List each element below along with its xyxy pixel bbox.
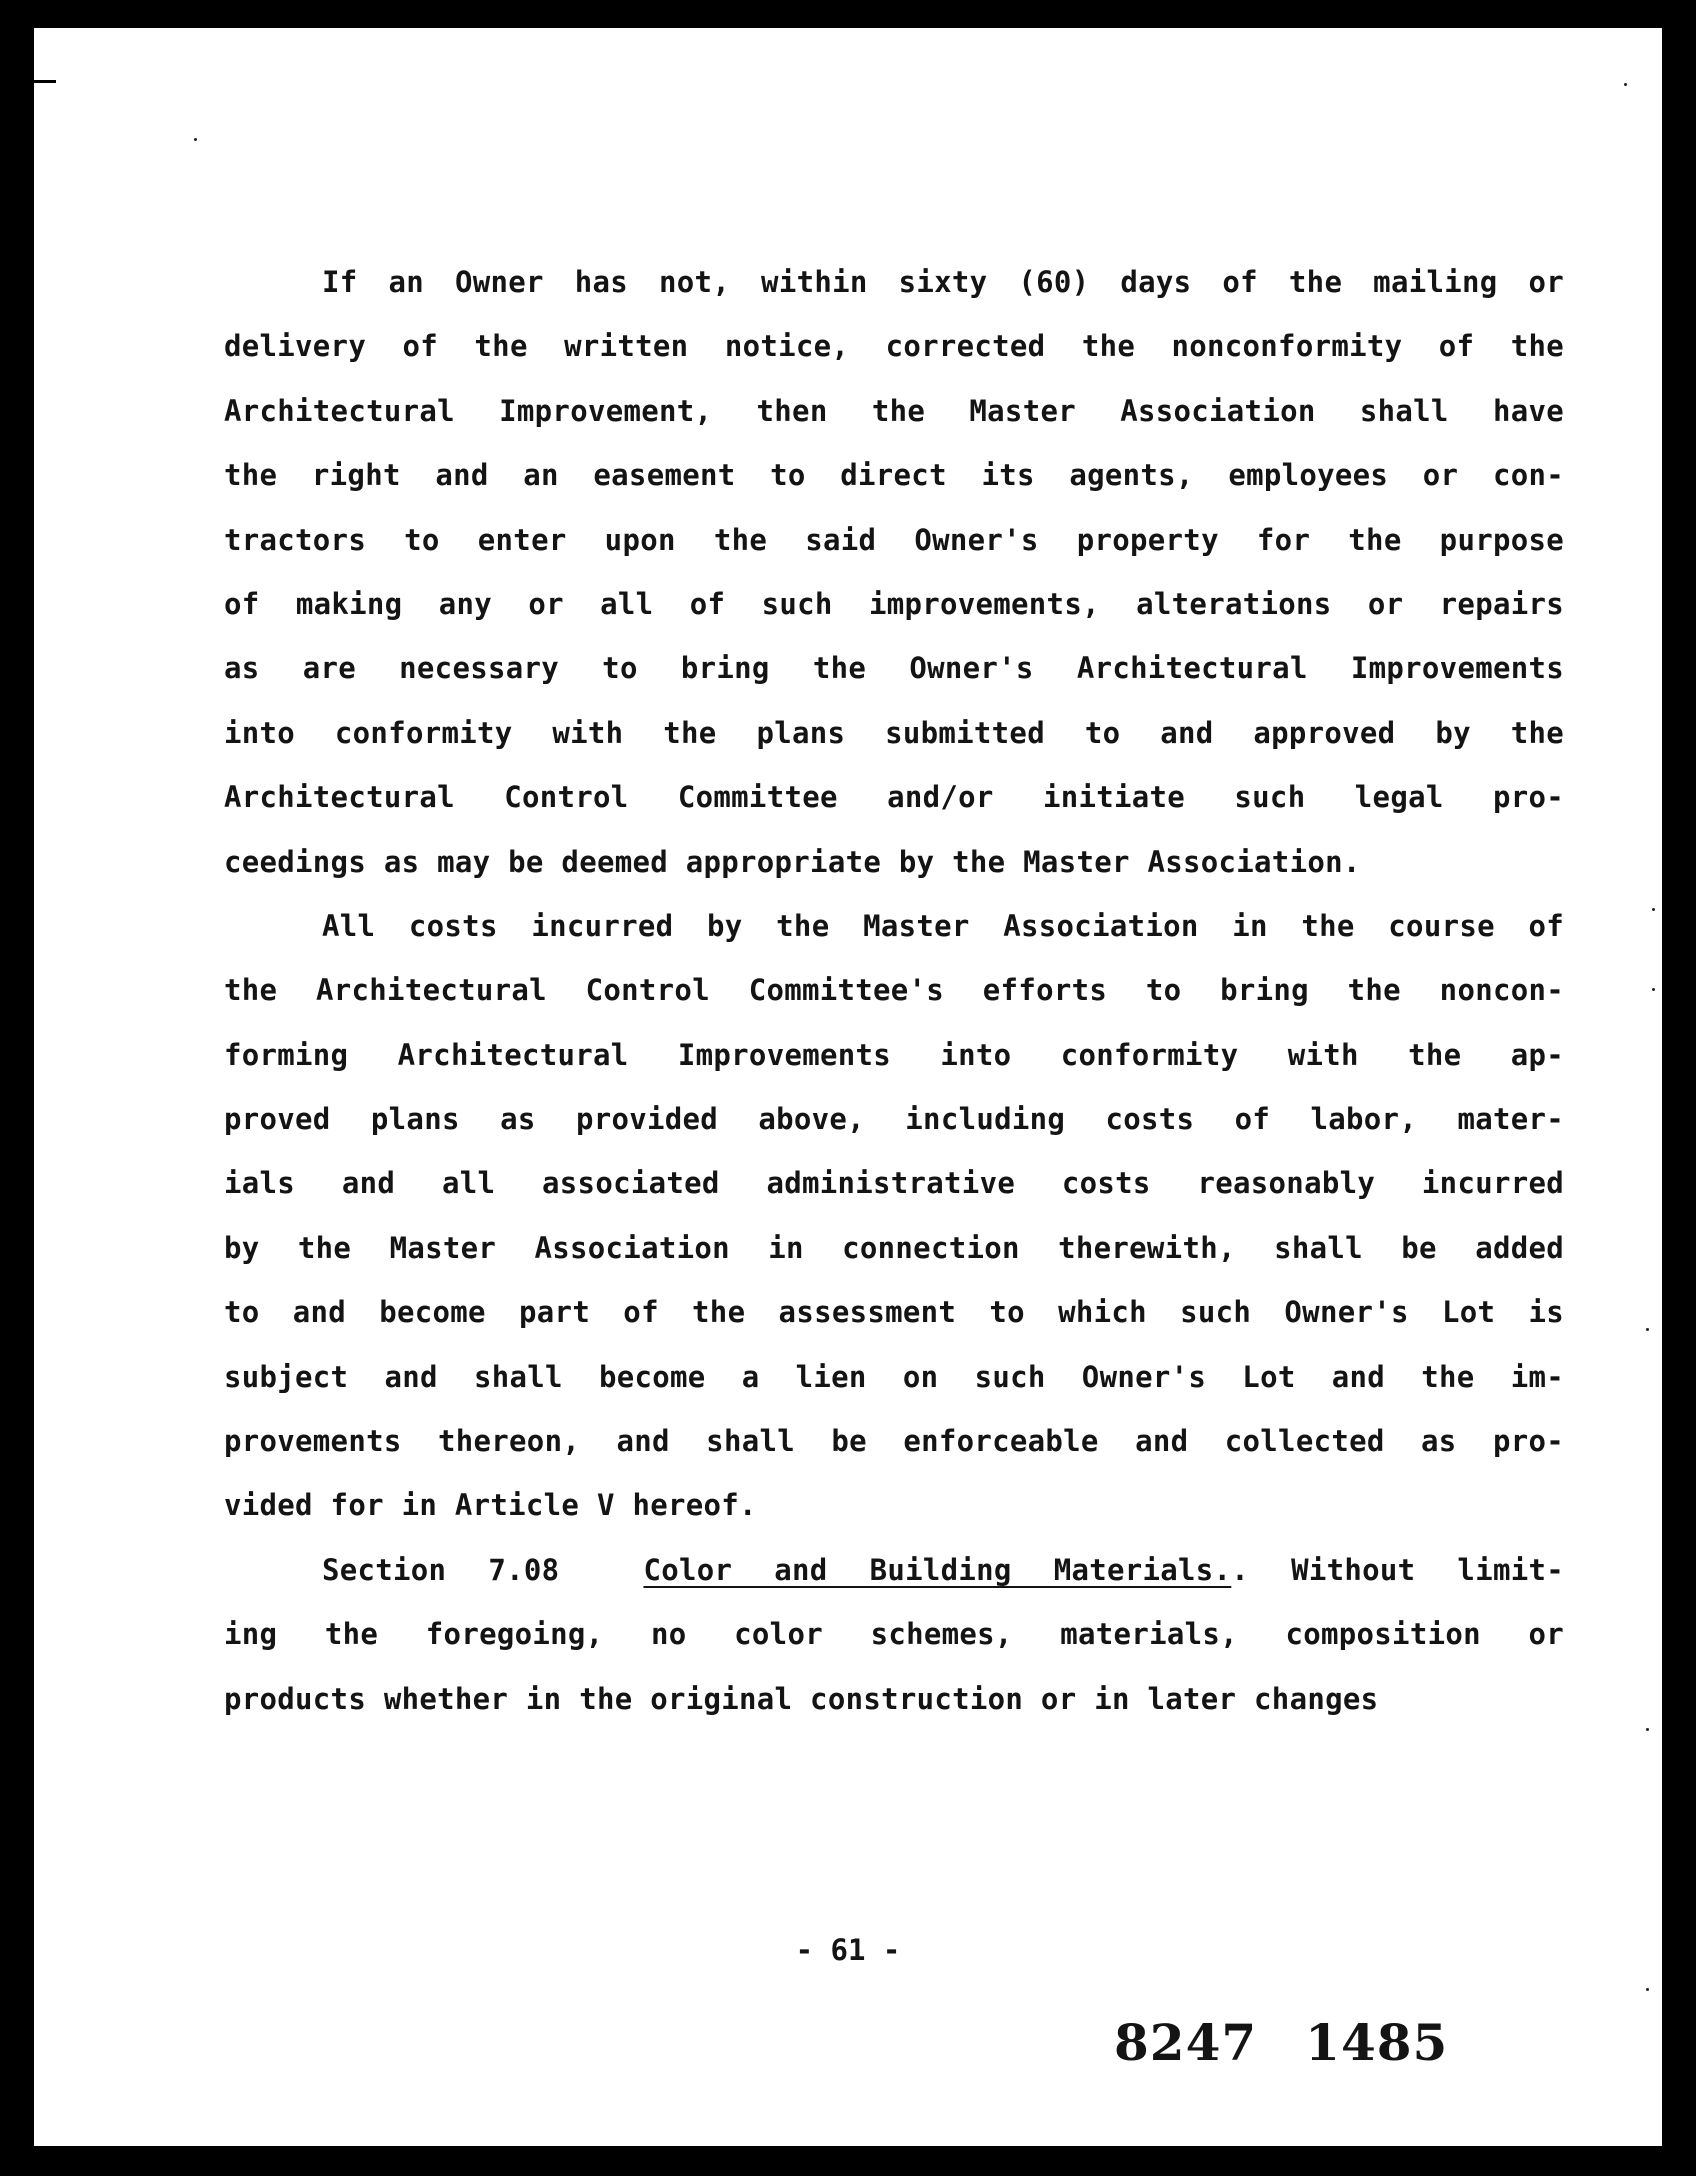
text-line: ials and all associated administrative costs reasonably incurred — [224, 1166, 1564, 1201]
section-title: Color and Building Materials. — [643, 1552, 1232, 1587]
document-body — [224, 250, 1564, 1731]
document-page — [34, 28, 1662, 2146]
text-line: of making any or all of such improvements, alterations or repairs — [224, 586, 1564, 621]
text-line: into conformity with the plans submitted to and approved by the — [224, 715, 1564, 750]
text-line: Architectural Control Committee and/or initiate such legal pro- — [224, 780, 1564, 815]
recording-code — [1114, 2013, 1496, 2072]
section-heading-line — [224, 1538, 1564, 1602]
text-line: by the Master Association in connection therewith, shall be added — [224, 1230, 1564, 1265]
section-number: Section 7.08 — [322, 1552, 560, 1587]
recording-page: 1485 — [1305, 2013, 1449, 2072]
page-number: - 61 - — [795, 1933, 901, 1967]
text-line: products whether in the original construction or in later changes — [224, 1681, 1379, 1716]
text-line: subject and shall become a lien on such Owner's Lot and the im- — [224, 1359, 1564, 1394]
text-line: All costs incurred by the Master Association in the course of — [322, 908, 1564, 943]
scan-speck — [1624, 83, 1627, 86]
text-line: delivery of the written notice, corrected the nonconformity of the — [224, 329, 1564, 364]
text-line: If an Owner has not, within sixty (60) days of the mailing or — [322, 265, 1564, 299]
scan-speck — [1646, 1728, 1649, 1731]
recording-book: 8247 — [1114, 2013, 1258, 2072]
scan-speck — [1652, 988, 1655, 991]
text-line: to and become part of the assessment to which such Owner's Lot is — [224, 1295, 1564, 1330]
scan-speck — [194, 138, 197, 141]
text-line: Architectural Improvement, then the Master Association shall have — [224, 393, 1564, 428]
text-line: as are necessary to bring the Owner's Architectural Improvements — [224, 651, 1564, 686]
text-line: ing the foregoing, no color schemes, materials, composition or — [224, 1617, 1564, 1652]
text-line: the Architectural Control Committee's efforts to bring the noncon- — [224, 973, 1564, 1008]
text-line: vided for in Article V hereof. — [224, 1488, 757, 1523]
text-line: the right and an easement to direct its agents, employees or con- — [224, 458, 1564, 493]
scan-speck — [1646, 1988, 1649, 1991]
text-line: proved plans as provided above, including costs of labor, mater- — [224, 1102, 1564, 1137]
text-line: provements thereon, and shall be enforceable and collected as pro- — [224, 1424, 1564, 1459]
scan-mark — [34, 80, 56, 83]
scan-speck — [1652, 908, 1655, 911]
text-line: ceedings as may be deemed appropriate by the Master Association. — [224, 844, 1361, 879]
text-line: forming Architectural Improvements into conformity with the ap- — [224, 1037, 1564, 1072]
text-line: tractors to enter upon the said Owner's property for the purpose — [224, 522, 1564, 557]
section-heading-rest: . Without limit- — [1231, 1552, 1564, 1587]
scan-speck — [1646, 1328, 1649, 1331]
